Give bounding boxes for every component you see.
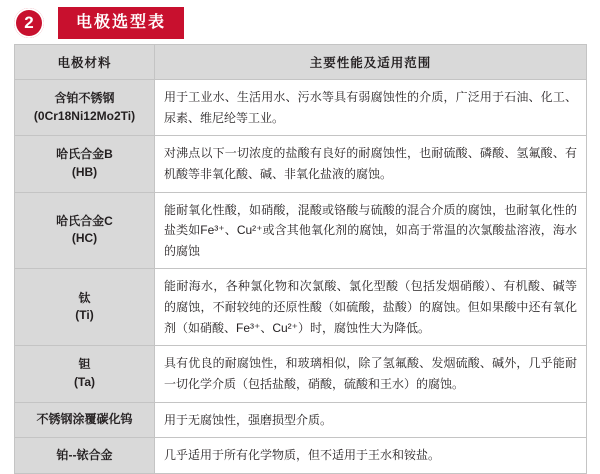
table-header-row bbox=[15, 45, 587, 80]
cell-material bbox=[15, 136, 155, 192]
spec-table-container bbox=[14, 44, 586, 474]
cell-material bbox=[15, 438, 155, 474]
cell-material bbox=[15, 269, 155, 346]
cell-description: 几乎适用于所有化学物质，但不适用于王水和铵盐。 bbox=[155, 438, 587, 474]
cell-material bbox=[15, 402, 155, 438]
material-line: 含铂不锈钢 bbox=[54, 91, 115, 106]
material-line: (HB) bbox=[71, 164, 98, 179]
material-line: 钽 bbox=[78, 357, 91, 372]
cell-description: 具有优良的耐腐蚀性，和玻璃相似，除了氢氟酸、发烟硫酸、碱外，几乎能耐一切化学介质（包括盐酸，硝酸，硫酸和王水）的腐蚀。 bbox=[155, 346, 587, 402]
table-head bbox=[15, 45, 587, 80]
cell-material bbox=[15, 192, 155, 269]
page-header bbox=[0, 0, 600, 44]
material-line: 哈氏合金B bbox=[56, 147, 113, 162]
cell-material bbox=[15, 346, 155, 402]
cell-description: 对沸点以下一切浓度的盐酸有良好的耐腐蚀性，也耐硫酸、磷酸、氢氟酸、有机酸等非氧化酸、碱、非氧化盐液的腐蚀。 bbox=[155, 136, 587, 192]
material-line: 哈氏合金C bbox=[56, 214, 113, 229]
table-body bbox=[15, 80, 587, 474]
material-line: 铂--铱合金 bbox=[56, 447, 113, 462]
material-line: 不锈钢涂覆碳化钨 bbox=[36, 412, 133, 427]
material-line: (0Cr18Ni12Mo2Ti) bbox=[33, 108, 136, 123]
table-row bbox=[15, 438, 587, 474]
table-row bbox=[15, 402, 587, 438]
cell-description: 能耐海水，各种氯化物和次氯酸、氯化型酸（包括发烟硝酸）、有机酸、碱等的腐蚀，不耐较纯的还原性酸（如硫酸，盐酸）的腐蚀。但如果酸中还有氧化剂（如硝酸、Fe³⁺、Cu²⁺）时，腐蚀性大为降低。 bbox=[155, 269, 587, 346]
material-line: (Ti) bbox=[75, 308, 94, 323]
cell-description: 能耐氧化性酸，如硝酸，混酸或铬酸与硫酸的混合介质的腐蚀，也耐氧化性的盐类如Fe³⁺、Cu²⁺或含其他氧化剂的腐蚀，如高于常温的次氯酸盐溶液，海水的腐蚀 bbox=[155, 192, 587, 269]
table-row bbox=[15, 136, 587, 192]
material-line: (Ta) bbox=[73, 374, 96, 389]
cell-material bbox=[15, 80, 155, 136]
table-row bbox=[15, 192, 587, 269]
electrode-selection-table bbox=[14, 44, 587, 474]
table-row bbox=[15, 80, 587, 136]
material-line: (HC) bbox=[71, 231, 98, 246]
page-title: 电极选型表 bbox=[58, 7, 184, 39]
table-row bbox=[15, 346, 587, 402]
section-number-badge: 2 bbox=[14, 8, 44, 38]
column-header-performance: 主要性能及适用范围 bbox=[155, 45, 587, 80]
cell-description: 用于工业水、生活用水、污水等具有弱腐蚀性的介质，广泛用于石油、化工、尿素、维尼纶等工业。 bbox=[155, 80, 587, 136]
material-line: 钛 bbox=[78, 290, 91, 305]
cell-description: 用于无腐蚀性，强磨损型介质。 bbox=[155, 402, 587, 438]
column-header-material: 电极材料 bbox=[15, 45, 155, 80]
table-row bbox=[15, 269, 587, 346]
